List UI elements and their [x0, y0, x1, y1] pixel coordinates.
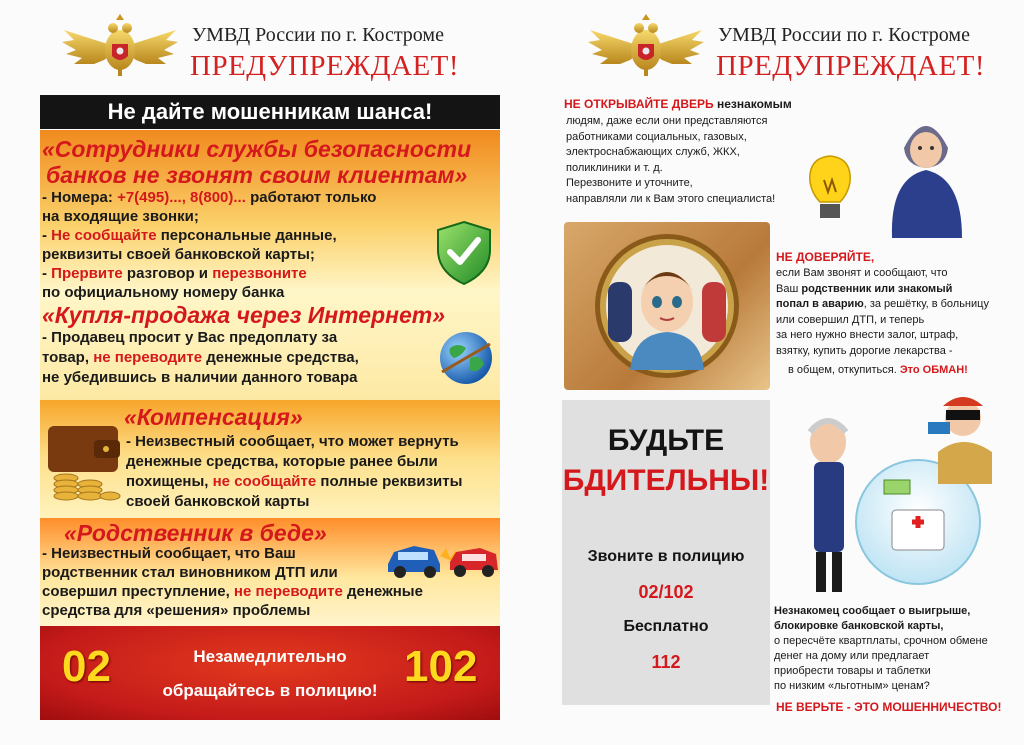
door-heading: НЕ ОТКРЫВАЙТЕ ДВЕРЬ незнакомым [564, 97, 792, 111]
warning-title: ПРЕДУПРЕЖДАЕТ! [716, 50, 986, 82]
wallet-coins-icon [44, 420, 124, 512]
police-eagle-emblem-icon [60, 14, 180, 80]
police-numbers: 02/102 [638, 582, 694, 602]
right-header [586, 14, 1006, 84]
right-page [512, 0, 1024, 745]
bank-security-section [40, 130, 500, 400]
scammer-illustration-icon [788, 392, 998, 600]
stranger-text: Незнакомец сообщает о выигрыше, блокировке банковской карты, о пересчёте квартплаты, срочном обмене денег на дому или предлагает приобрести товары и таблетки по низким «льготным» ценам? [774, 605, 988, 692]
number-02: 02 [62, 642, 111, 691]
car-crash-icon [384, 534, 500, 580]
call-police-label: Звоните в полицию [587, 548, 745, 565]
police-eagle-emblem-icon [586, 14, 706, 80]
bank-title: «Сотрудники службы безопасности банков не звонят своим клиентам» [42, 136, 472, 188]
left-header [60, 14, 480, 84]
number-102: 102 [404, 642, 478, 691]
banner-dont-give-chance: Не дайте мошенникам шанса! [40, 95, 500, 129]
grandmother-illustration-icon [882, 108, 972, 238]
door-text: людям, даже если они представляются работниками социальных, газовых, электроснабжающих служб, ЖКХ, поликлиники и т. д. Перезвоните и уточните, направляли ли к Вам этого специалиста! [566, 115, 776, 205]
relative-title: «Родственник в беде» [64, 520, 327, 546]
call-police-text: Незамедлительно обращайтесь в полицию! [162, 647, 378, 700]
internet-text: - Продавец просит у Вас предоплату за товар, не переводите денежные средства, не убедившись в наличии данного товара [42, 329, 359, 386]
peephole-worker-icon [564, 222, 770, 390]
relative-text: - Неизвестный сообщает, что Ваш родственник стал виновником ДТП или совершил преступление, не переводите денежные средства для «решения» проблемы [42, 545, 423, 619]
trust-heading: НЕ ДОВЕРЯЙТЕ, [776, 250, 875, 264]
internet-title: «Купля-продажа через Интернет» [42, 302, 446, 328]
globe-icon [436, 328, 496, 388]
lightbulb-icon [802, 152, 858, 232]
free-label: Бесплатно [623, 618, 709, 635]
org-name: УМВД России по г. Костроме [718, 24, 970, 46]
compensation-title: «Компенсация» [124, 404, 303, 430]
bank-text: - Номера: +7(495)..., 8(800)... работают только на входящие звонки; - Не сообщайте персональные данные, реквизиты своей банковской карты; - Прервите разговор и перезвоните по официальному номеру банка [42, 189, 377, 301]
org-name: УМВД России по г. Костроме [192, 24, 444, 46]
police-call-bar [40, 626, 500, 720]
compensation-section [40, 400, 500, 518]
warning-title: ПРЕДУПРЕЖДАЕТ! [190, 50, 460, 82]
dont-believe-fraud: НЕ ВЕРЬТЕ - ЭТО МОШЕННИЧЕСТВО! [776, 700, 1002, 714]
peephole-picture [564, 222, 770, 390]
vigilant-title-1: БУДЬТЕ [607, 424, 725, 457]
relative-section [40, 518, 500, 626]
be-vigilant-box [562, 400, 770, 705]
trust-text: если Вам звонят и сообщают, что Ваш родственник или знакомый попал в аварию, за решётку, в больницу или совершил ДТП, и теперь за него нужно внести залог, штраф, взятку, купить дорогие лекарства - в общем, откупиться. Это ОБМАН! [776, 267, 989, 376]
security-shield-icon [436, 220, 492, 286]
vigilant-title-2: БДИТЕЛЬНЫ! [562, 464, 770, 497]
compensation-text: - Неизвестный сообщает, что может вернуть денежные средства, которые ранее были похищены, не сообщайте полные реквизиты своей банковской карты [126, 433, 463, 510]
emergency-number: 112 [651, 652, 681, 672]
